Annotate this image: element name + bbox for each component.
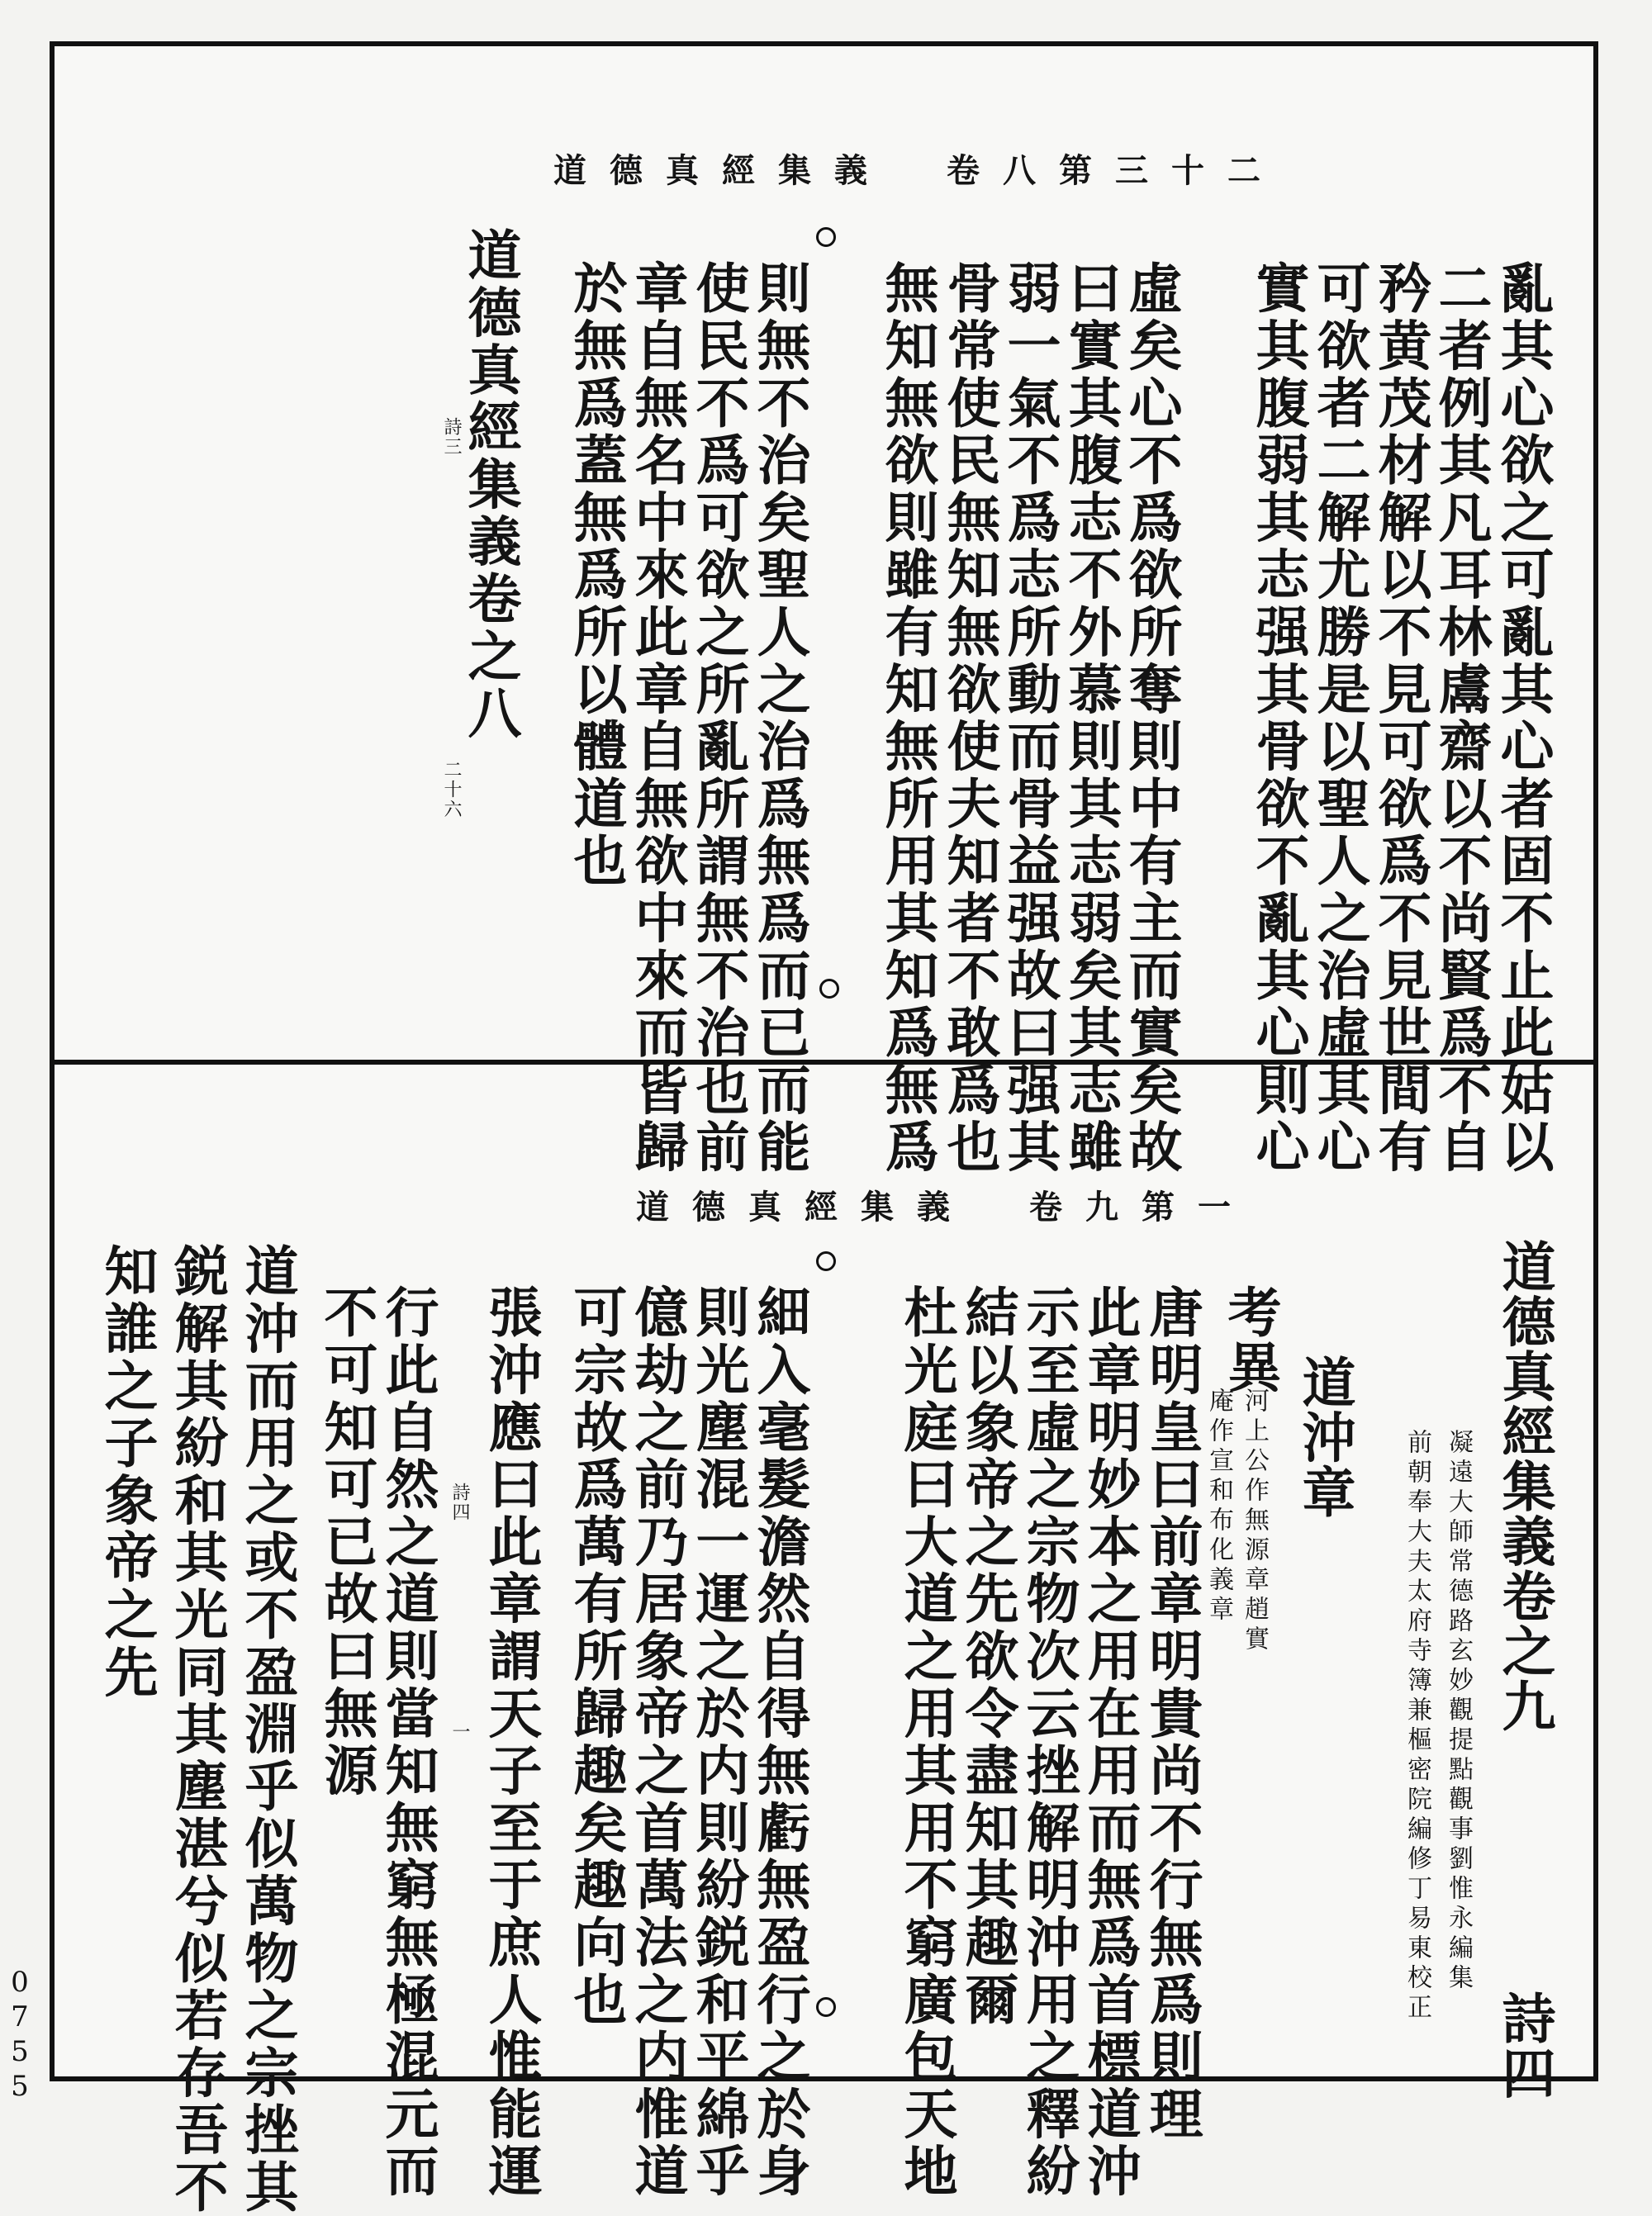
bottom-kaoyi-label: 考異 (1218, 1284, 1281, 1394)
bottom-volume-title: 道德真經集義卷之九 (1493, 1239, 1555, 1734)
top-column-5: 實其腹弱其志强其骨欲不亂其心則心 (1246, 260, 1309, 1176)
bottom-column-14: 鋭解其紛和其光同其塵湛兮似若存吾不 (165, 1243, 228, 2216)
bottom-kaoyi-note-1: 河上公作無源章趙實 (1240, 1388, 1269, 1655)
top-column-4: 可欲者二解尤勝是以聖人之治虛其心 (1308, 260, 1370, 1176)
bottom-column-5: 杜光庭曰大道之用其用不窮廣包天地 (895, 1284, 957, 2200)
top-column-6: 虛矣心不爲欲所奪則中有主而實矣故 (1119, 260, 1182, 1176)
top-column-14: 於無爲蓋無爲所以體道也 (564, 260, 627, 890)
bottom-column-10: 張沖應曰此章謂天子至于庶人惟能運 (479, 1284, 542, 2200)
top-column-9: 骨常使民無知無欲使夫知者不敢爲也 (938, 260, 1000, 1176)
bottom-page-label: 詩四 (449, 1483, 470, 1522)
bottom-poem-mark: 詩四 (1493, 1991, 1555, 2100)
bottom-column-2: 此章明妙本之用在用而無爲首標道沖 (1078, 1284, 1141, 2200)
bottom-column-8: 億劫之前乃居象帝之首萬法之内惟道 (625, 1284, 688, 2200)
top-column-11: 則無不治矣聖人之治爲無爲而已而能 (748, 260, 810, 1176)
bottom-column-11: 行此自然之道則當知無窮無極混元而 (376, 1284, 439, 2200)
bottom-column-9: 可宗故爲萬有所歸趣矣趣向也 (564, 1284, 627, 2029)
bottom-column-15: 知誰之子象帝之先 (95, 1243, 158, 1701)
bottom-credit-1: 凝遠大師常德路玄妙觀提點觀事劉惟永編集 (1444, 1429, 1473, 1994)
top-column-12: 使民不爲可欲之所亂所謂無不治也前 (686, 260, 749, 1176)
top-circle-mark-2 (819, 979, 839, 999)
top-column-8: 弱一氣不爲志所動而骨益强故曰强其 (998, 260, 1061, 1176)
bottom-kaoyi-note-2: 庵作宣和布化義章 (1204, 1388, 1233, 1625)
bottom-credit-2: 前朝奉大夫太府寺簿兼樞密院編修丁易東校正 (1403, 1429, 1431, 2024)
bottom-dash: 一 (449, 1722, 470, 1742)
bottom-chapter-title: 道沖章 (1293, 1355, 1355, 1520)
bottom-column-6: 細入毫髮澹然自得無虧無盈行之於身 (748, 1284, 810, 2200)
top-running-header: 道德真經集義 卷八第三十二 (553, 151, 1284, 190)
top-note-left: 詩三 (441, 417, 462, 457)
bottom-column-1: 唐明皇曰前章明貴尚不行無爲則理 (1140, 1284, 1203, 2143)
bottom-column-3: 示至虛之宗物次云挫解明沖用之釋紛 (1017, 1284, 1080, 2200)
top-column-1: 亂其心欲之可亂其心者固不止此姑以 (1491, 260, 1554, 1176)
top-circle-mark (816, 227, 836, 247)
bottom-column-12: 不可知可已故曰無源 (315, 1284, 377, 1800)
top-column-2: 二者例其凡耳林鬳齋以不尚賢爲不自 (1429, 260, 1492, 1176)
top-page-number: 二十六 (441, 760, 462, 819)
margin-page-number: 0755 (3, 1966, 36, 2104)
top-column-7: 曰實其腹志不外慕則其志弱矣其志雖 (1059, 260, 1122, 1176)
top-column-10: 無知無欲則雖有知無所用其知爲無爲 (876, 260, 938, 1176)
bottom-circle-mark (816, 1251, 836, 1271)
bottom-column-13: 道沖而用之或不盈淵乎似萬物之宗挫其 (235, 1243, 298, 2216)
top-column-13: 章自無名中來此章自無欲中來而皆歸 (625, 260, 688, 1176)
top-volume-end-title: 道德真經集義卷之八 (458, 227, 521, 743)
bottom-running-header: 道德真經集義 卷九第一 (636, 1188, 1254, 1227)
bottom-column-4: 結以象帝之先欲令盡知其趣爾 (956, 1284, 1018, 2029)
bottom-column-7: 則光塵混一運之於内則紛鋭和平綿乎 (686, 1284, 749, 2200)
top-column-3: 矜黄茂材解以不見可欲爲不見世間有 (1369, 260, 1431, 1176)
bottom-circle-mark-2 (816, 1997, 836, 2017)
